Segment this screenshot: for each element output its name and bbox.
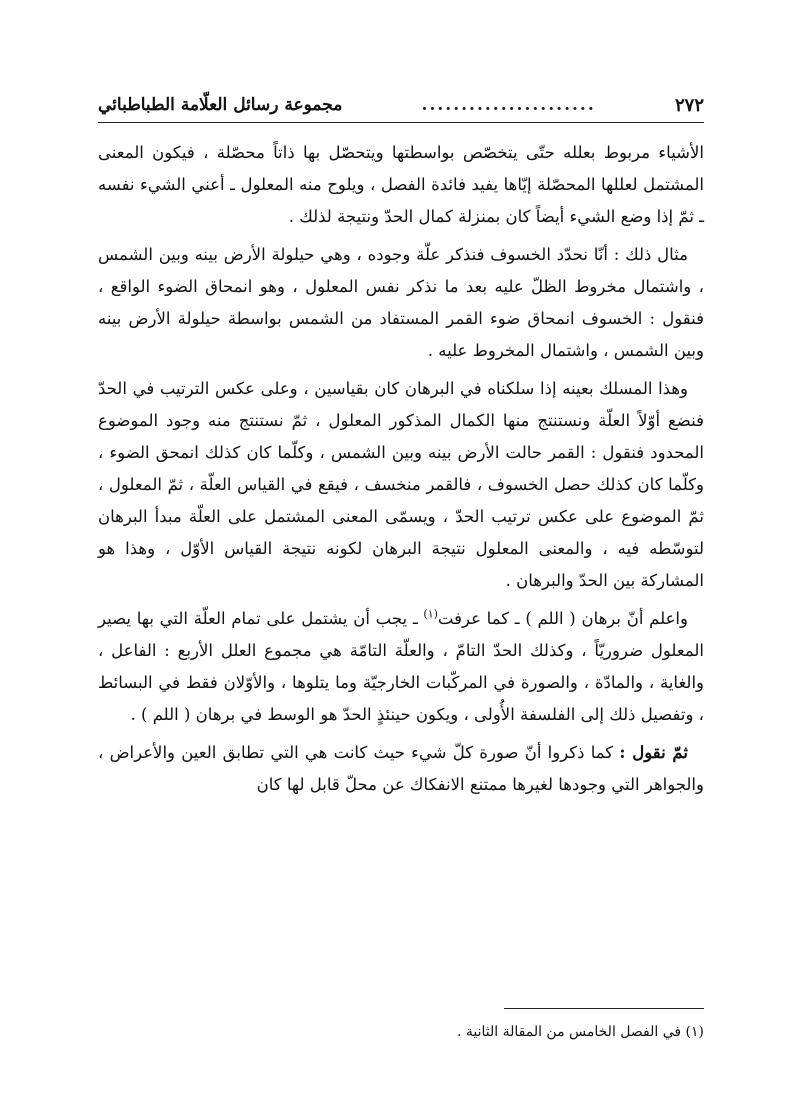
- footnote: (١) في الفصل الخامس من المقالة الثانية .: [456, 1024, 704, 1040]
- paragraph-4-rest: ـ يجب أن يشتمل على تمام العلّة التي بها يصير المعلول ضروريّاً ، وكذلك الحدّ التامّ ، والعلّة التامّة هي مجموع العلل الأربع : الفاعل ، والغاية ، والمادّة ، والصورة في المركّبات الخارجيّة وما يتلوها ، والأوّلان فقط في البسائط ، وتفصيل ذلك إلى الفلسفة الأُولى ، ويكون حينئذٍ الحدّ هو الوسط في برهان ( اللم ) .: [98, 609, 704, 724]
- paragraph-5: [98, 737, 704, 801]
- book-page: [98, 88, 704, 1088]
- paragraph-4-start: واعلم أنّ برهان ( اللم ) ـ كما عرفت: [437, 609, 688, 628]
- paragraph-5-lead: ثمّ نقول :: [619, 743, 688, 762]
- paragraph-5-text: كما ذكروا أنّ صورة كلّ شيء حيث كانت هي التي تطابق العين والأعراض ، والجواهر التي وجودها لغيرها ممتنع الانفكاك عن محلّ قابل لها كان: [98, 743, 704, 794]
- footnote-reference: (١): [423, 607, 438, 621]
- paragraph-2: مثال ذلك : أنّا نحدّد الخسوف فنذكر علّة وجوده ، وهي حيلولة الأرض بينه وبين الشمس ، واشتمال مخروط الظلّ عليه بعد ما نذكر نفس المعلول ، وهو انمحاق الضوء الواقع ، فنقول : الخسوف انمحاق ضوء القمر المستفاد من الشمس بواسطة حيلولة الأرض بينه وبين الشمس ، واشتمال المخروط عليه .: [98, 245, 704, 360]
- footnote-separator: [504, 1008, 704, 1009]
- page-number: ٢٧٢: [674, 94, 704, 116]
- book-title: مجموعة رسائل العلّامة الطباطبائي: [98, 95, 343, 115]
- header-leader-dots: ......................: [421, 95, 596, 115]
- paragraph-4: [98, 603, 704, 731]
- page-body: [98, 137, 704, 801]
- running-header: [98, 88, 704, 123]
- paragraph-3: وهذا المسلك بعينه إذا سلكناه في البرهان كان بقياسين ، وعلى عكس الترتيب في الحدّ فنضع أوّلاً العلّة ونستنتج منها الكمال المذكور المعلول ، ثمّ نستنتج منه وجود الموضوع المحدود فنقول : القمر حالت الأرض بينه وبين الشمس ، وكلّما كان كذلك انمحق الضوء ، وكلّما كان كذلك حصل الخسوف ، فالقمر منخسف ، فيقع في القياس العلّة ، ثمّ المعلول ، ثمّ الموضوع على عكس ترتيب الحدّ ، ويسمّى المعنى المشتمل على العلّة مبدأ البرهان لتوسّطه فيه ، والمعنى المعلول نتيجة البرهان لكونه نتيجة القياس الأوّل ، وهذا هو المشاركة بين الحدّ والبرهان .: [98, 379, 704, 590]
- paragraph-1: الأشياء مربوط بعلله حتّى يتخصّص بواسطتها ويتحصّل بها ذاتاً محصّلة ، فيكون المعنى المشتمل لعللها المحصّلة إيّاها يفيد فائدة الفصل ، ويلوح منه المعلول ـ أعني الشيء نفسه ـ ثمّ إذا وضع الشيء أيضاً كان بمنزلة كمال الحدّ ونتيجة لذلك .: [98, 143, 704, 226]
